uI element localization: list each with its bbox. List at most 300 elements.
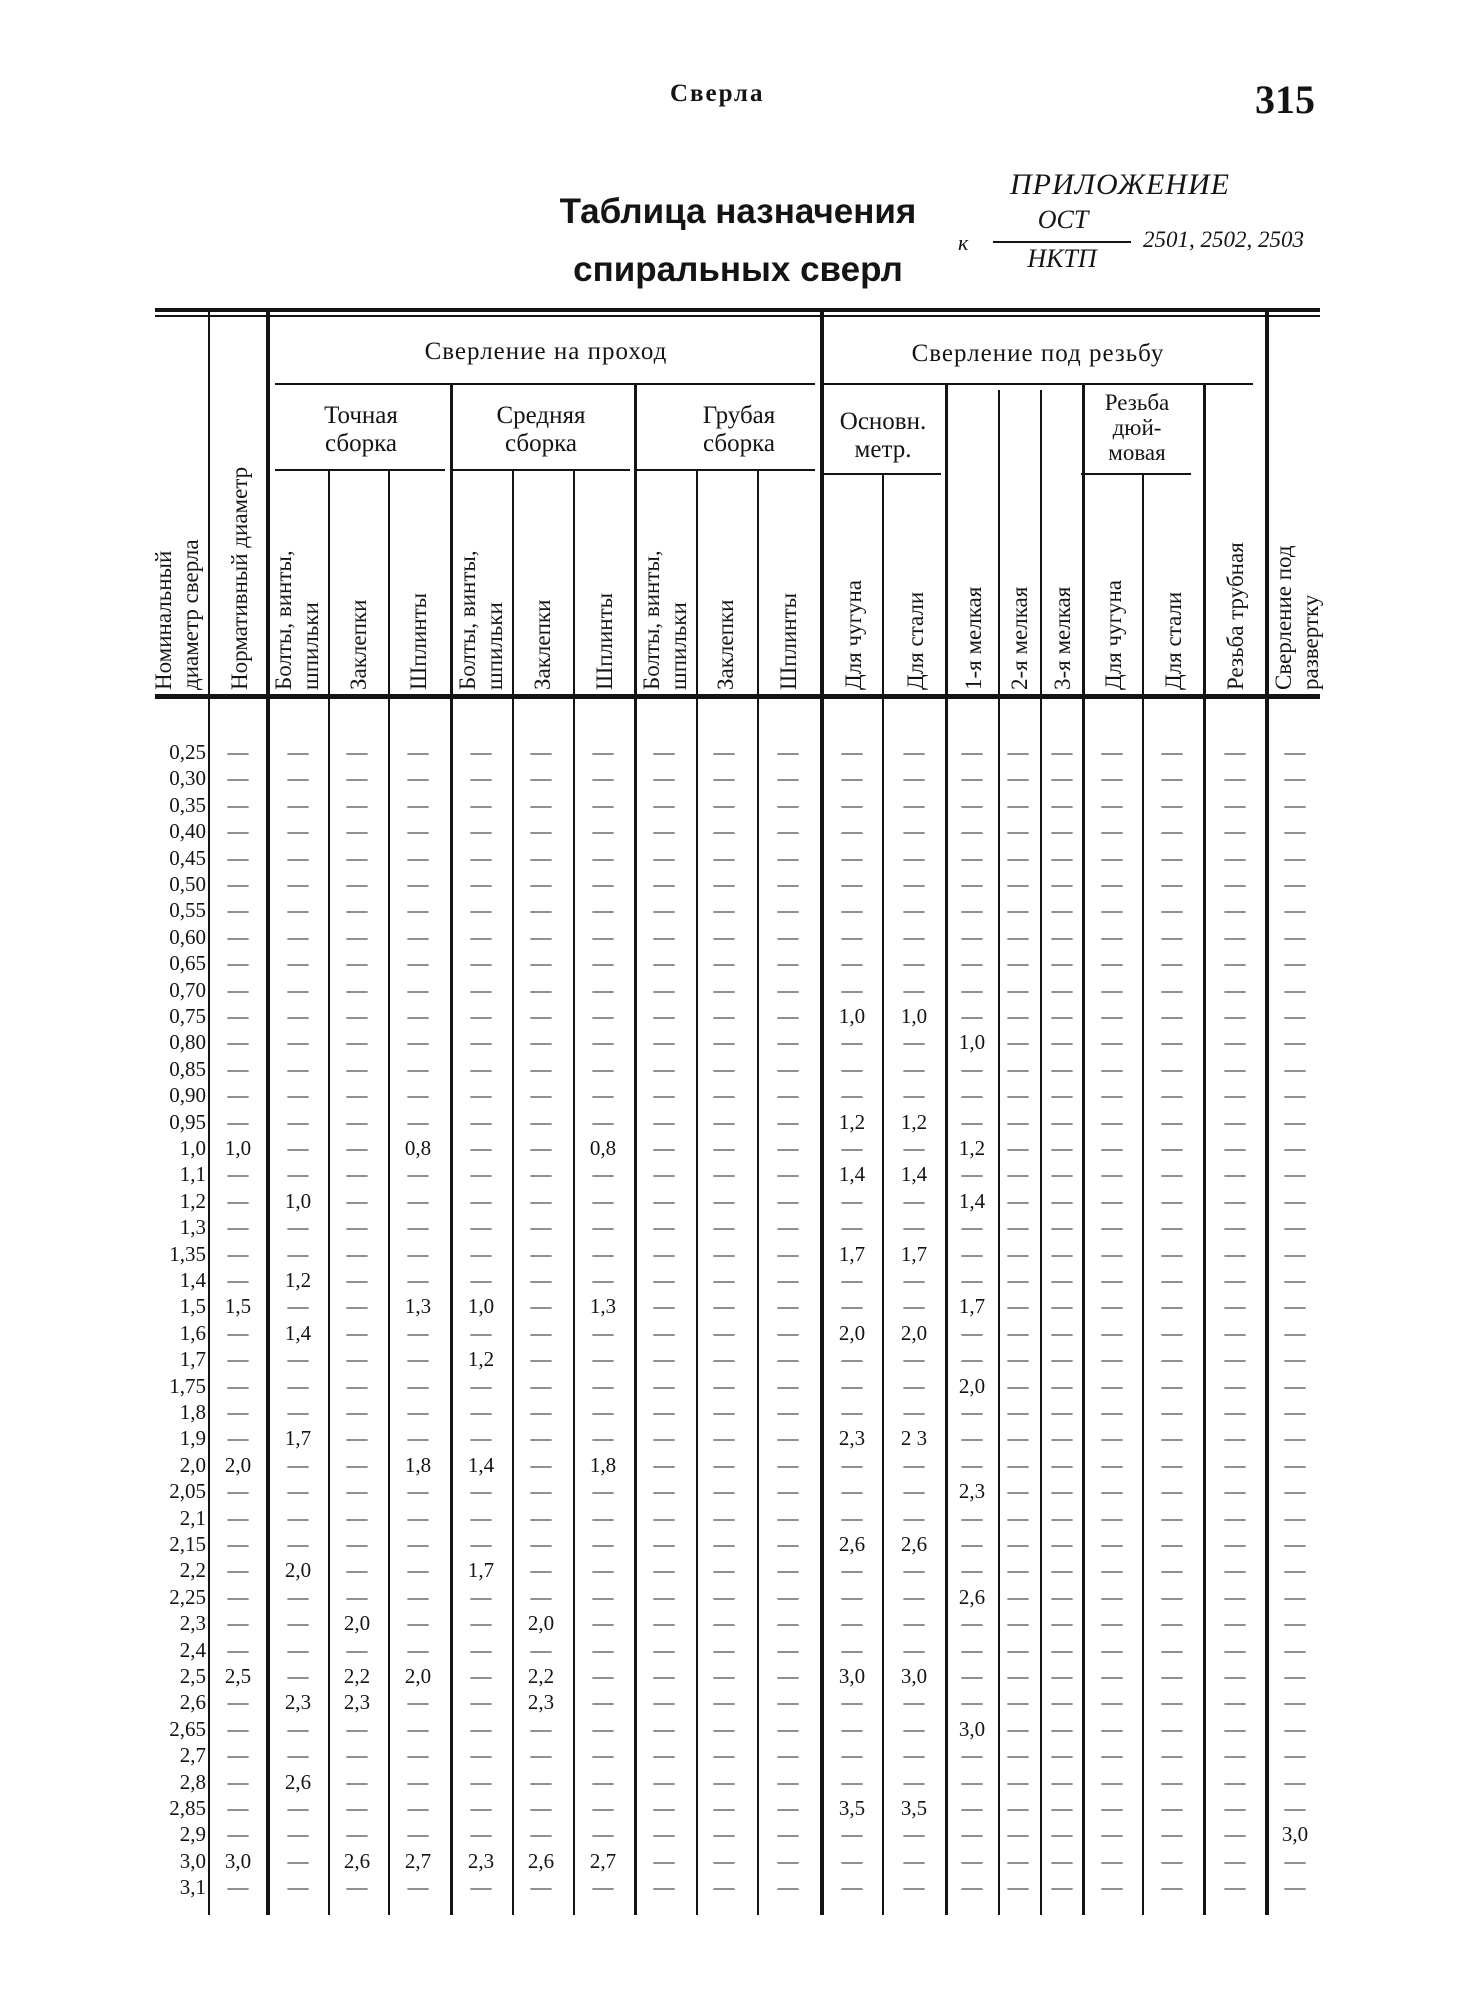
table-cell-dash: — [1051, 1188, 1073, 1213]
table-cell-dash: — [227, 1162, 249, 1187]
table-cell-dash: — [1007, 1716, 1029, 1741]
table-cell-dash: — [1051, 898, 1073, 923]
table-cell-dash: — [407, 792, 429, 817]
table-cell-dash: — [713, 1030, 735, 1055]
table-cell-dash: — [1101, 819, 1123, 844]
header-thread: Сверление под резьбу [911, 340, 1165, 367]
table-cell-dash: — [592, 1505, 614, 1530]
table-cell-dash: — [1224, 1716, 1246, 1741]
table-cell-dash: — [961, 1743, 983, 1768]
table-cell-dash: — [841, 1690, 863, 1715]
table-cell-value: 2,6 [527, 1848, 555, 1873]
table-cell-dash: — [1051, 1611, 1073, 1636]
table-cell-dash: — [287, 1083, 309, 1108]
table-cell-dash: — [1224, 1347, 1246, 1372]
table-cell-dash: — [227, 1611, 249, 1636]
table-cell-dash: — [777, 1611, 799, 1636]
table-cell-dash: — [903, 845, 925, 870]
table-cell-dash: — [346, 1796, 368, 1820]
header-rough-line-1: Грубая [702, 402, 776, 429]
table-cell-dash: — [227, 1505, 249, 1530]
table-cell-dash: — [1224, 1241, 1246, 1266]
table-cell-value: 1,0 [284, 1188, 312, 1213]
table-cell-dash: — [903, 1188, 925, 1213]
table-cell-dash: — [961, 845, 983, 870]
table-cell-dash: — [1051, 1400, 1073, 1424]
table-cell-dash: — [227, 1875, 249, 1900]
header-pipe-thread-line: Резьба трубная [1223, 542, 1248, 690]
header-fine-3 [1049, 587, 1076, 690]
row-diameter: 0,90 [169, 1083, 206, 1108]
table-cell-dash: — [653, 1056, 675, 1081]
table-cell-dash: — [346, 1584, 368, 1609]
row-diameter: 2,9 [179, 1822, 206, 1847]
table-cell-dash: — [1224, 1479, 1246, 1504]
row-diameter: 0,85 [169, 1056, 206, 1081]
table-cell-dash: — [713, 1136, 735, 1160]
table-cell-dash: — [287, 1664, 309, 1688]
row-diameter: 2,15 [169, 1532, 206, 1556]
table-cell-dash: — [1007, 872, 1029, 896]
table-cell-dash: — [1007, 1769, 1029, 1794]
table-cell-dash: — [1284, 1875, 1306, 1900]
table-cell-dash: — [1224, 1769, 1246, 1794]
table-cell-dash: — [1007, 1532, 1029, 1556]
table-cell-dash: — [841, 740, 863, 764]
table-cell-dash: — [653, 1294, 675, 1319]
table-cell-dash: — [592, 845, 614, 870]
table-cell-value: 1,0 [467, 1294, 495, 1319]
table-cell-dash: — [1051, 1056, 1073, 1081]
table-cell-dash: — [470, 1268, 492, 1292]
table-cell-dash: — [1161, 1188, 1183, 1213]
table-cell-dash: — [530, 1320, 552, 1345]
table-cell-dash: — [777, 792, 799, 817]
table-cell-dash: — [1161, 1373, 1183, 1398]
table-cell-dash: — [1284, 1532, 1306, 1556]
table-cell-dash: — [287, 1796, 309, 1820]
table-cell-dash: — [407, 1347, 429, 1372]
table-cell-dash: — [713, 1426, 735, 1451]
table-cell-dash: — [1161, 1452, 1183, 1477]
table-cell-dash: — [287, 1505, 309, 1530]
table-cell-dash: — [1051, 1294, 1073, 1319]
table-cell-dash: — [713, 740, 735, 764]
table-cell-dash: — [713, 766, 735, 791]
table-cell-value: 1,8 [589, 1452, 617, 1477]
table-cell-dash: — [346, 1004, 368, 1028]
table-cell-dash: — [1007, 1637, 1029, 1662]
table-cell-dash: — [407, 898, 429, 923]
table-cell-dash: — [1051, 1822, 1073, 1847]
table-cell-dash: — [407, 845, 429, 870]
table-cell-dash: — [653, 1347, 675, 1372]
table-cell-dash: — [407, 1400, 429, 1424]
table-cell-dash: — [777, 1452, 799, 1477]
table-cell-dash: — [1284, 1056, 1306, 1081]
table-cell-dash: — [407, 1769, 429, 1794]
table-cell-dash: — [713, 845, 735, 870]
table-cell-dash: — [713, 1188, 735, 1213]
table-cell-dash: — [1224, 1637, 1246, 1662]
table-cell-dash: — [1284, 1188, 1306, 1213]
table-cell-dash: — [713, 1241, 735, 1266]
table-cell-dash: — [1007, 1796, 1029, 1820]
table-cell-dash: — [287, 819, 309, 844]
table-cell-dash: — [407, 1796, 429, 1820]
table-cell-dash: — [1284, 1241, 1306, 1266]
table-cell-dash: — [592, 951, 614, 976]
table-cell-dash: — [1051, 924, 1073, 949]
table-cell-dash: — [713, 1268, 735, 1292]
table-cell-dash: — [653, 898, 675, 923]
table-cell-dash: — [653, 1848, 675, 1873]
table-cell-dash: — [903, 819, 925, 844]
table-cell-dash: — [777, 872, 799, 896]
table-cell-dash: — [841, 1400, 863, 1424]
table-cell-dash: — [961, 766, 983, 791]
table-cell-dash: — [713, 1690, 735, 1715]
table-cell-dash: — [1284, 1215, 1306, 1240]
table-cell-dash: — [1284, 1030, 1306, 1055]
table-cell-dash: — [1051, 872, 1073, 896]
table-cell-dash: — [592, 977, 614, 1002]
table-cell-dash: — [1051, 1268, 1073, 1292]
table-cell-dash: — [1101, 1373, 1123, 1398]
table-top-rule-thin [155, 315, 1320, 317]
table-cell-dash: — [287, 1637, 309, 1662]
table-cell-dash: — [407, 819, 429, 844]
table-cell-dash: — [227, 1584, 249, 1609]
table-cell-dash: — [1224, 1875, 1246, 1900]
table-cell-dash: — [227, 1320, 249, 1345]
header-ream-drilling [1270, 545, 1324, 690]
table-cell-dash: — [407, 1109, 429, 1134]
table-cell-dash: — [777, 1505, 799, 1530]
row-diameter: 2,5 [179, 1664, 206, 1688]
table-cell-dash: — [470, 1637, 492, 1662]
table-cell-dash: — [713, 898, 735, 923]
table-cell-dash: — [1284, 1400, 1306, 1424]
row-diameter: 0,50 [169, 872, 206, 896]
appendix-standards: 2501, 2502, 2503 [1143, 227, 1304, 252]
table-cell-dash: — [653, 1769, 675, 1794]
table-cell-dash: — [287, 872, 309, 896]
table-cell-dash: — [1224, 1373, 1246, 1398]
table-cell-dash: — [841, 924, 863, 949]
header-precise-bolts-line: Болты, винты, [271, 550, 296, 690]
table-cell-dash: — [713, 1373, 735, 1398]
table-cell-dash: — [841, 1558, 863, 1583]
table-cell-dash: — [346, 1875, 368, 1900]
table-cell-dash: — [653, 792, 675, 817]
table-cell-dash: — [592, 1664, 614, 1688]
table-cell-dash: — [1284, 1426, 1306, 1451]
header-metric-line-2: метр. [854, 436, 912, 463]
table-cell-dash: — [1101, 1268, 1123, 1292]
row-diameter: 0,25 [169, 740, 206, 764]
table-cell-dash: — [1007, 898, 1029, 923]
table-cell-dash: — [1224, 845, 1246, 870]
row-diameter: 0,60 [169, 924, 206, 949]
table-cell-dash: — [653, 845, 675, 870]
header-rough-line-2: сборка [703, 430, 775, 457]
table-cell-dash: — [777, 1030, 799, 1055]
row-diameter: 0,75 [169, 1004, 206, 1028]
table-cell-dash: — [1007, 1294, 1029, 1319]
table-cell-dash: — [903, 1743, 925, 1768]
table-cell-dash: — [653, 1611, 675, 1636]
table-cell-dash: — [227, 1188, 249, 1213]
table-cell-dash: — [1007, 1400, 1029, 1424]
table-cell-dash: — [1224, 1136, 1246, 1160]
table-cell-dash: — [961, 740, 983, 764]
table-cell-dash: — [653, 1743, 675, 1768]
table-cell-value: 2,7 [589, 1848, 617, 1873]
table-cell-dash: — [1161, 766, 1183, 791]
table-cell-dash: — [1101, 1769, 1123, 1794]
table-cell-dash: — [1051, 1584, 1073, 1609]
table-cell-dash: — [1284, 1004, 1306, 1028]
table-cell-dash: — [1284, 1769, 1306, 1794]
table-cell-dash: — [470, 1426, 492, 1451]
table-cell-dash: — [1161, 1743, 1183, 1768]
table-cell-dash: — [1284, 872, 1306, 896]
table-cell-dash: — [1161, 898, 1183, 923]
table-cell-dash: — [227, 1716, 249, 1741]
header-medium-line-2: сборка [505, 430, 577, 457]
table-cell-dash: — [1051, 1558, 1073, 1583]
table-cell-dash: — [407, 1637, 429, 1662]
table-cell-dash: — [841, 1584, 863, 1609]
header-metric-cast-iron-line: Для чугуна [841, 579, 866, 690]
table-cell-dash: — [961, 1875, 983, 1900]
table-cell-dash: — [841, 1743, 863, 1768]
table-cell-dash: — [903, 1479, 925, 1504]
table-cell-dash: — [1051, 1004, 1073, 1028]
table-cell-value: 1,7 [958, 1294, 986, 1319]
table-cell-dash: — [470, 1136, 492, 1160]
table-cell-dash: — [1161, 1162, 1183, 1187]
table-cell-dash: — [841, 1056, 863, 1081]
table-cell-dash: — [1284, 1637, 1306, 1662]
table-cell-dash: — [407, 951, 429, 976]
table-cell-dash: — [961, 1400, 983, 1424]
table-cell-dash: — [1051, 766, 1073, 791]
table-cell-dash: — [1007, 766, 1029, 791]
table-cell-value: 1,2 [958, 1136, 986, 1160]
header-fine-3-line: 3-я мелкая [1050, 586, 1075, 690]
table-cell-dash: — [1284, 924, 1306, 949]
table-cell-dash: — [653, 1030, 675, 1055]
table-cell-dash: — [470, 1479, 492, 1504]
table-cell-value: 1,5 [224, 1294, 252, 1319]
table-cell-dash: — [1101, 1188, 1123, 1213]
table-cell-dash: — [346, 1241, 368, 1266]
table-cell-dash: — [530, 1241, 552, 1266]
table-cell-dash: — [713, 1769, 735, 1794]
table-cell-value: 1,0 [958, 1030, 986, 1055]
table-cell-dash: — [407, 1558, 429, 1583]
header-precise-bolts-line: шпильки [298, 602, 323, 690]
table-cell-dash: — [592, 898, 614, 923]
table-cell-dash: — [530, 1004, 552, 1028]
table-cell-dash: — [1101, 1611, 1123, 1636]
table-cell-dash: — [346, 1320, 368, 1345]
table-cell-value: 2,6 [343, 1848, 371, 1873]
table-cell-dash: — [1224, 1294, 1246, 1319]
table-cell-dash: — [1051, 1347, 1073, 1372]
table-cell-value: 1,8 [404, 1452, 432, 1477]
table-cell-dash: — [903, 1690, 925, 1715]
table-cell-value: 2,2 [343, 1664, 371, 1688]
table-cell-dash: — [346, 766, 368, 791]
table-cell-dash: — [1284, 951, 1306, 976]
table-cell-dash: — [1051, 819, 1073, 844]
table-cell-dash: — [530, 1215, 552, 1240]
table-cell-dash: — [470, 792, 492, 817]
table-cell-dash: — [713, 1162, 735, 1187]
table-cell-dash: — [346, 1743, 368, 1768]
table-cell-dash: — [1284, 1479, 1306, 1504]
header-medium-rivets [529, 600, 556, 690]
table-cell-dash: — [713, 1347, 735, 1372]
table-cell-dash: — [287, 898, 309, 923]
table-cell-dash: — [592, 1162, 614, 1187]
table-cell-dash: — [346, 951, 368, 976]
table-cell-dash: — [1101, 1716, 1123, 1741]
table-cell-dash: — [470, 1004, 492, 1028]
table-cell-dash: — [346, 1294, 368, 1319]
table-cell-value: 1,4 [838, 1162, 866, 1187]
table-cell-value: 1,4 [467, 1452, 495, 1477]
table-cell-dash: — [1101, 792, 1123, 817]
row-diameter: 3,1 [179, 1875, 206, 1900]
table-cell-dash: — [407, 1162, 429, 1187]
table-cell-dash: — [470, 1822, 492, 1847]
table-cell-dash: — [777, 1083, 799, 1108]
table-cell-dash: — [227, 1004, 249, 1028]
table-cell-dash: — [530, 924, 552, 949]
table-cell-dash: — [777, 1637, 799, 1662]
table-cell-dash: — [227, 898, 249, 923]
table-cell-dash: — [592, 1532, 614, 1556]
table-cell-dash: — [470, 766, 492, 791]
table-cell-dash: — [961, 1215, 983, 1240]
table-cell-value: 3,0 [1281, 1822, 1309, 1847]
table-cell-dash: — [592, 1004, 614, 1028]
table-cell-dash: — [653, 740, 675, 764]
table-cell-dash: — [1161, 1505, 1183, 1530]
table-cell-dash: — [961, 1320, 983, 1345]
table-cell-dash: — [1007, 819, 1029, 844]
table-cell-dash: — [227, 1400, 249, 1424]
table-cell-dash: — [407, 1426, 429, 1451]
table-cell-dash: — [592, 1426, 614, 1451]
table-cell-dash: — [1101, 1162, 1123, 1187]
table-cell-dash: — [287, 1109, 309, 1134]
table-cell-dash: — [530, 898, 552, 923]
row-diameter: 1,4 [179, 1268, 206, 1292]
table-cell-dash: — [961, 1611, 983, 1636]
header-inch-line-1: Резьба [1104, 390, 1170, 415]
row-diameter: 2,65 [169, 1716, 206, 1741]
table-cell-dash: — [287, 1584, 309, 1609]
table-cell-dash: — [903, 1056, 925, 1081]
header-divider-thread [823, 383, 1253, 385]
table-cell-dash: — [227, 977, 249, 1002]
table-cell-dash: — [777, 1188, 799, 1213]
header-rough-pins-line: Шплинты [776, 592, 801, 690]
header-through: Сверление на проход [424, 338, 668, 365]
table-cell-dash: — [592, 1716, 614, 1741]
table-cell-dash: — [777, 740, 799, 764]
table-cell-dash: — [470, 1690, 492, 1715]
table-cell-dash: — [470, 898, 492, 923]
header-medium [452, 402, 630, 458]
table-cell-dash: — [713, 1083, 735, 1108]
table-cell-value: 2,0 [958, 1373, 986, 1398]
table-cell-dash: — [1284, 1611, 1306, 1636]
header-fine-1 [960, 587, 987, 690]
table-cell-dash: — [470, 1664, 492, 1688]
table-cell-dash: — [1051, 1136, 1073, 1160]
table-cell-dash: — [777, 898, 799, 923]
header-medium-pins-line: Шплинты [592, 592, 617, 690]
table-cell-dash: — [346, 898, 368, 923]
table-cell-dash: — [1101, 1664, 1123, 1688]
header-metric-steel [902, 592, 929, 690]
table-cell-dash: — [841, 872, 863, 896]
table-cell-dash: — [653, 1479, 675, 1504]
table-cell-value: 2,6 [900, 1532, 928, 1556]
table-cell-dash: — [1101, 1109, 1123, 1134]
table-cell-dash: — [592, 1611, 614, 1636]
row-diameter: 0,70 [169, 977, 206, 1002]
table-cell-dash: — [287, 1294, 309, 1319]
table-cell-dash: — [1161, 1664, 1183, 1688]
table-cell-dash: — [777, 1532, 799, 1556]
table-cell-dash: — [227, 1030, 249, 1055]
table-cell-dash: — [592, 1875, 614, 1900]
table-cell-dash: — [592, 1347, 614, 1372]
table-cell-dash: — [1224, 819, 1246, 844]
table-cell-dash: — [530, 1400, 552, 1424]
table-cell-dash: — [713, 1664, 735, 1688]
table-cell-dash: — [713, 1400, 735, 1424]
table-cell-dash: — [1051, 1664, 1073, 1688]
table-cell-dash: — [961, 792, 983, 817]
header-medium-pins [591, 593, 618, 690]
row-diameter: 2,25 [169, 1584, 206, 1609]
table-cell-dash: — [1161, 924, 1183, 949]
table-cell-value: 0,8 [589, 1136, 617, 1160]
table-cell-dash: — [1284, 977, 1306, 1002]
table-cell-dash: — [287, 1162, 309, 1187]
table-cell-dash: — [287, 1241, 309, 1266]
row-diameter: 0,30 [169, 766, 206, 791]
row-diameter: 2,7 [179, 1743, 206, 1768]
table-cell-dash: — [713, 819, 735, 844]
table-cell-dash: — [592, 1030, 614, 1055]
table-cell-dash: — [346, 1373, 368, 1398]
table-cell-dash: — [777, 1268, 799, 1292]
table-cell-value: 1,4 [958, 1188, 986, 1213]
table-cell-dash: — [1161, 1109, 1183, 1134]
table-cell-dash: — [903, 1083, 925, 1108]
table-cell-dash: — [713, 1848, 735, 1873]
table-cell-dash: — [903, 1611, 925, 1636]
